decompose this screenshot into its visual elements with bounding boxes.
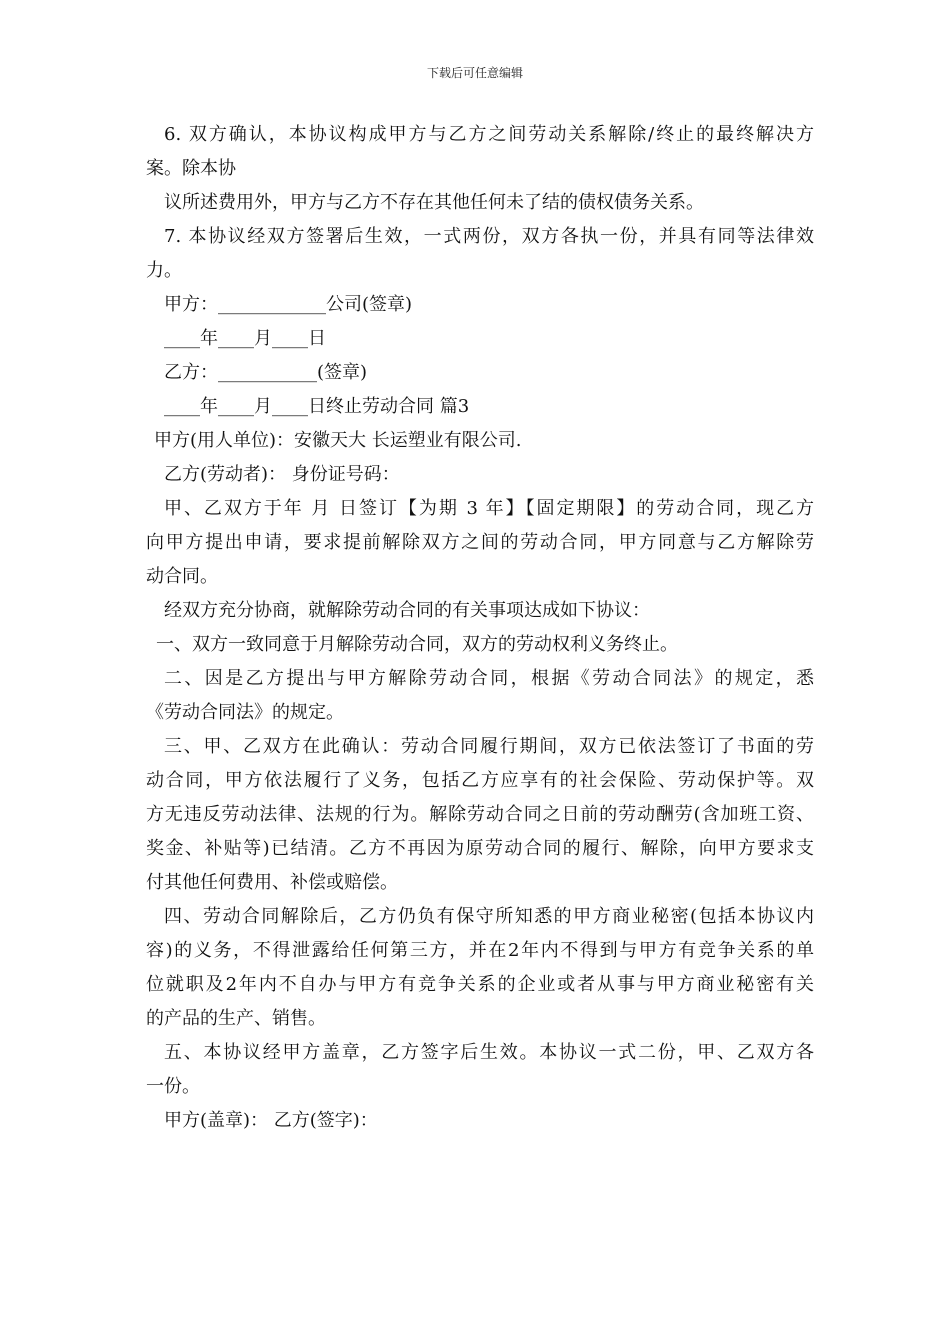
paragraph-line: 6. 双方确认，本协议构成甲方与乙方之间劳动关系解除/终止的最终解决方 [164,124,814,145]
signature-line: 乙方：___________(签章) [164,362,368,383]
clause-line: 动合同，甲方依法履行了义务，包括乙方应享有的社会保险、劳动保护等。双 [146,770,814,791]
clause-line: 一、双方一致同意于月解除劳动合同，双方的劳动权利义务终止。 [156,634,678,655]
party-line: 乙方(劳动者)： 身份证号码： [164,464,400,485]
clause-line: 的产品的生产、销售。 [146,1008,326,1029]
paragraph-line: 力。 [146,260,182,281]
paragraph-line: 议所述费用外，甲方与乙方不存在其他任何未了结的债权债务关系。 [164,192,704,213]
clause-line: 二、因是乙方提出与甲方解除劳动合同，根据《劳动合同法》的规定，悉 [164,668,814,689]
paragraph-line: 甲、乙双方于年 月 日签订【为期 3 年】【固定期限】的劳动合同，现乙方 [164,498,814,519]
signature-line: 甲方：____________公司(签章) [164,294,413,315]
clause-line: 奖金、补贴等)已结清。乙方不再因为原劳动合同的履行、解除，向甲方要求支 [146,838,814,859]
clause-line: 位就职及2年内不自办与甲方有竞争关系的企业或者从事与甲方商业秘密有关 [146,974,814,995]
clause-line: 一份。 [146,1076,200,1097]
page-header: 下载后可任意编辑 [426,66,523,80]
paragraph-line: 案。除本协 [146,158,236,179]
paragraph-line: 经双方充分协商，就解除劳动合同的有关事项达成如下协议： [164,600,650,621]
clause-line: 付其他任何费用、补偿或赔偿。 [146,872,398,893]
signature-line: 甲方(盖章)： 乙方(签字)： [164,1110,378,1131]
clause-line: 《劳动合同法》的规定。 [146,702,344,723]
clause-line: 四、劳动合同解除后，乙方仍负有保守所知悉的甲方商业秘密(包括本协议内 [164,906,814,927]
clause-line: 方无违反劳动法律、法规的行为。解除劳动合同之日前的劳动酬劳(含加班工资、 [146,804,814,825]
date-line: ____年____月____日 [164,328,326,349]
party-line: 甲方(用人单位)：安徽天大 长运塑业有限公司. [154,430,522,451]
clause-line: 五、本协议经甲方盖章，乙方签字后生效。本协议一式二份，甲、乙双方各 [164,1042,814,1063]
paragraph-line: 7. 本协议经双方签署后生效，一式两份，双方各执一份，并具有同等法律效 [164,226,814,247]
paragraph-line: 向甲方提出申请，要求提前解除双方之间的劳动合同，甲方同意与乙方解除劳 [146,532,814,553]
clause-line: 三、甲、乙双方在此确认：劳动合同履行期间，双方已依法签订了书面的劳 [164,736,814,757]
document-body [146,118,814,1138]
date-line: ____年____月____日终止劳动合同 篇3 [164,396,470,417]
clause-line: 容)的义务，不得泄露给任何第三方，并在2年内不得到与甲方有竞争关系的单 [146,940,814,961]
paragraph-line: 动合同。 [146,566,218,587]
